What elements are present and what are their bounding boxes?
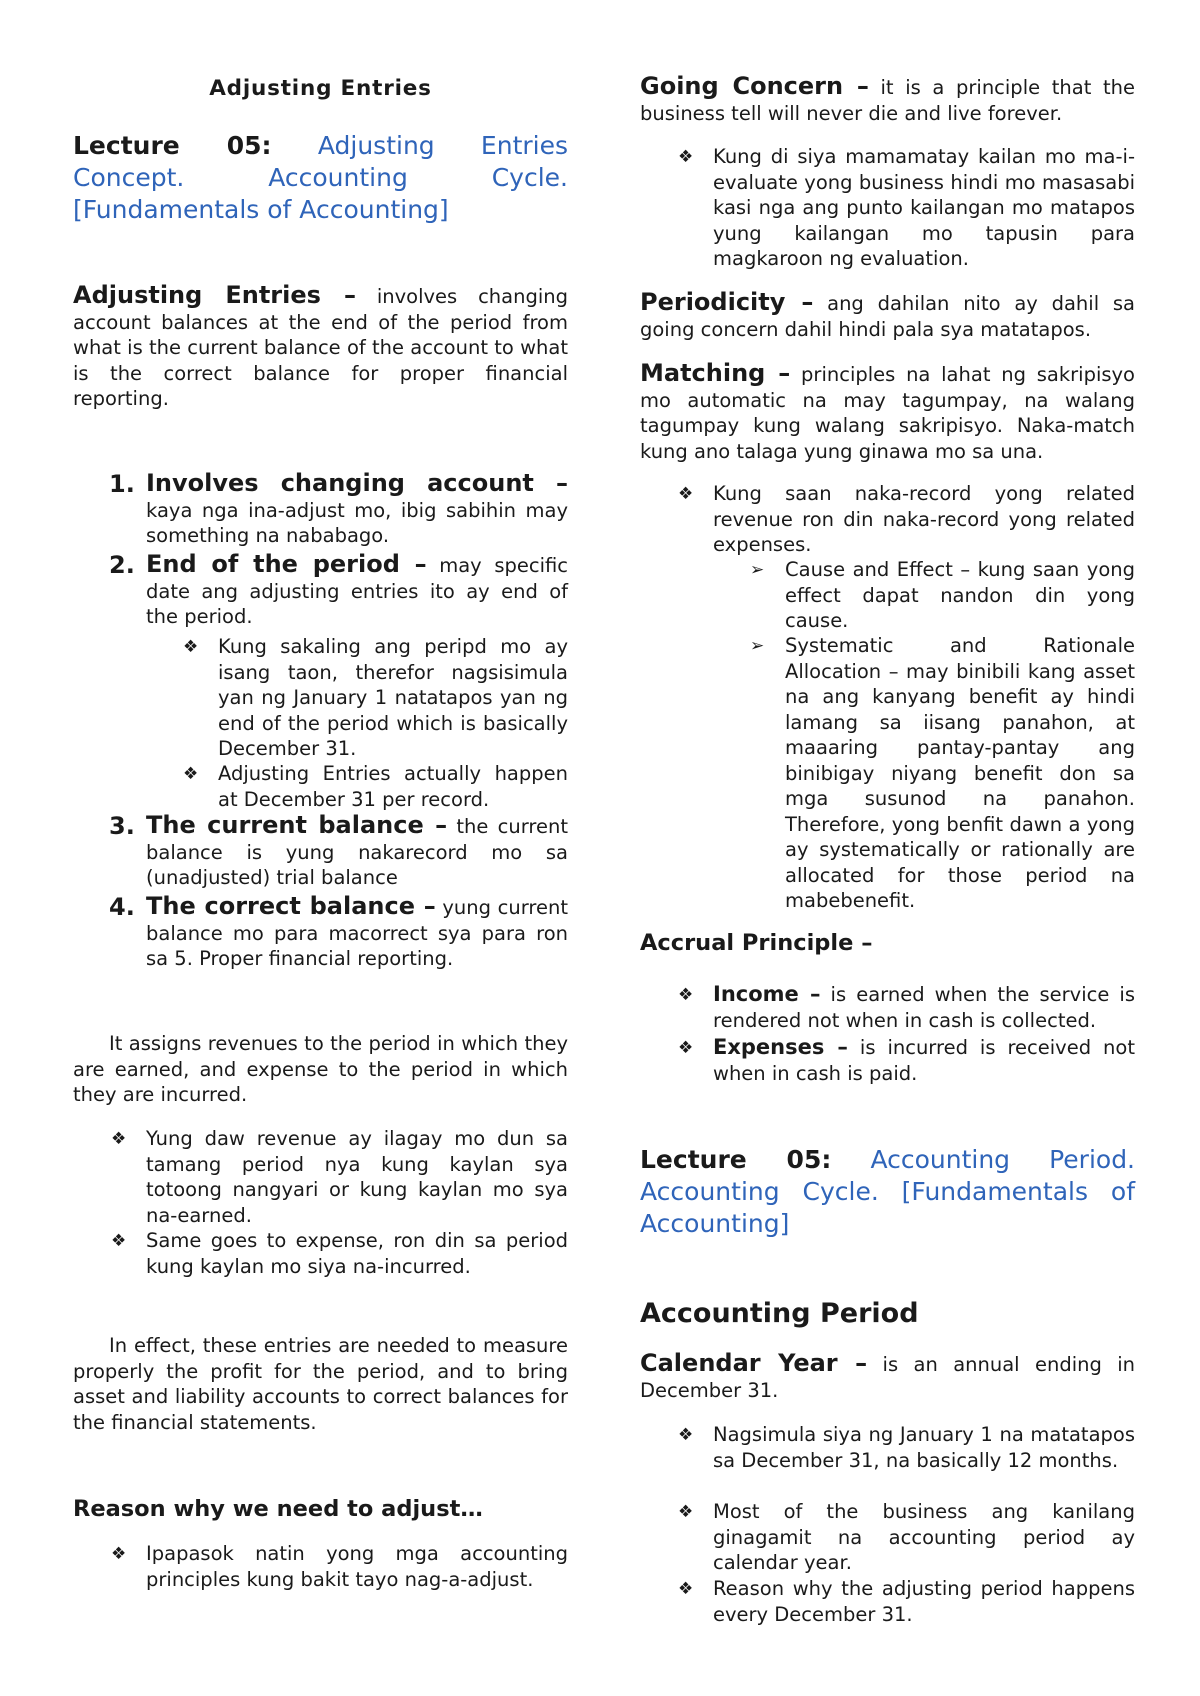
diamond-bullet-icon: ❖	[111, 1231, 127, 1251]
numbered-marker: 4.	[109, 893, 135, 921]
diamond-bullet-icon: ❖	[678, 985, 694, 1005]
accrual-text: is earned when the service is rendered not when in cash is collected.	[713, 983, 1136, 1032]
diamond-bullet-icon: ❖	[678, 484, 694, 504]
diamond-bullet-icon: ❖	[111, 1544, 127, 1564]
matching-term: Matching –	[640, 359, 791, 387]
diamond-bullet-icon: ❖	[678, 147, 694, 167]
numbered-term: End of the period –	[146, 550, 427, 578]
accrual-text: is incurred is received not when in cash is paid.	[713, 1036, 1135, 1085]
diamond-bullet-icon: ❖	[678, 1502, 694, 1522]
bullet-text: Same goes to expense, ron din sa period kung kaylan mo siya na-incurred.	[146, 1229, 568, 1278]
calendar-term: Calendar Year –	[640, 1349, 868, 1377]
reason-heading: Reason why we need to adjust…	[73, 1496, 483, 1522]
diamond-bullet-icon: ❖	[678, 1579, 694, 1599]
diamond-bullet-icon: ❖	[183, 637, 199, 657]
periodicity-paragraph	[640, 290, 1135, 342]
numbered-text: may specific date ang adjusting entries ito ay end of the period.	[146, 554, 568, 628]
going-concern-text: it is a principle that the business tell will never die and live forever.	[640, 76, 1135, 125]
sub-bullet-text: Kung sakaling ang peripd mo ay isang taon, therefor nagsisimula yan ng January 1 natatapos yan ng end of the period which is basically December 31.	[218, 635, 568, 760]
bullet-text: Yung daw revenue ay ilagay mo dun sa tamang period nya kung kaylan sya totoong nangyari or kung kaylan mo sya na-earned.	[146, 1127, 568, 1227]
lecture-reference	[640, 1144, 1135, 1240]
sub-bullet-text: Systematic and Rationale Allocation – may binibili kang asset na ang kanyang benefit ay hindi lamang sa iisang panahon, at maaaring pantay-pantay ang binibigay niyang benefit don sa mga susunod na panahon. Therefore, yong benfit dawn a yong ay systematically or rationally are allocated for those period na mabebenefit.	[785, 634, 1135, 912]
definition-term: Adjusting Entries –	[73, 281, 356, 309]
going-concern-term: Going Concern –	[640, 72, 869, 100]
lecture-link[interactable]: Accounting Period. Accounting Cycle. [Fundamentals of Accounting]	[640, 1145, 1136, 1238]
lecture-label: Lecture 05:	[640, 1145, 832, 1174]
sub-bullet-text: Adjusting Entries actually happen at December 31 per record.	[218, 762, 568, 811]
diamond-bullet-icon: ❖	[678, 1425, 694, 1445]
accrual-item	[713, 1035, 1135, 1086]
arrow-bullet-icon: ➢	[750, 636, 765, 656]
numbered-term: Involves changing account –	[146, 469, 568, 497]
accrual-heading: Accrual Principle –	[640, 930, 873, 956]
numbered-marker: 2.	[109, 551, 135, 579]
numbered-item	[146, 471, 568, 549]
numbered-term: The current balance –	[146, 811, 448, 839]
lecture-reference	[73, 130, 568, 226]
sub-bullet-text: Cause and Effect – kung saan yong effect dapat nandon din yong cause.	[785, 558, 1135, 632]
calendar-year-paragraph	[640, 1351, 1135, 1403]
definition-paragraph	[73, 283, 568, 412]
numbered-text: yung current balance mo para macorrect sya para ron sa 5. Proper financial reporting.	[146, 896, 568, 970]
diamond-bullet-icon: ❖	[111, 1129, 127, 1149]
going-concern-paragraph	[640, 74, 1135, 126]
accrual-term: Income –	[713, 982, 821, 1006]
lecture-label: Lecture 05:	[73, 131, 272, 160]
matching-paragraph	[640, 361, 1135, 464]
assigns-paragraph: It assigns revenues to the period in which they are earned, and expense to the period in which they are incurred.	[73, 1032, 568, 1106]
numbered-term: The correct balance –	[146, 892, 436, 920]
diamond-bullet-icon: ❖	[183, 764, 199, 784]
numbered-item	[146, 813, 568, 891]
periodicity-term: Periodicity –	[640, 288, 814, 316]
bullet-text: Reason why the adjusting period happens every December 31.	[713, 1577, 1135, 1626]
periodicity-text: ang dahilan nito ay dahil sa going concern dahil hindi pala sya matatapos.	[640, 292, 1136, 341]
bullet-text: Most of the business ang kanilang ginagamit na accounting period ay calendar year.	[713, 1500, 1135, 1574]
numbered-item	[146, 894, 568, 972]
numbered-text: the current balance is yung nakarecord mo sa (unadjusted) trial balance	[146, 815, 568, 889]
bullet-text: Kung saan naka-record yong related revenue ron din naka-record yong related expenses.	[713, 482, 1135, 556]
definition-text: involves changing account balances at the end of the period from what is the current balance of the account to what is the correct balance for proper financial reporting.	[73, 285, 568, 410]
bullet-text: Nagsimula siya ng January 1 na matatapos sa December 31, na basically 12 months.	[713, 1423, 1135, 1472]
numbered-marker: 3.	[109, 812, 135, 840]
numbered-text: kaya nga ina-adjust mo, ibig sabihin may something na nababago.	[146, 498, 568, 547]
accounting-period-heading: Accounting Period	[640, 1298, 919, 1329]
document-title: Adjusting Entries	[209, 76, 432, 101]
accrual-item	[713, 982, 1135, 1033]
diamond-bullet-icon: ❖	[678, 1038, 694, 1058]
bullet-text: Kung di siya mamamatay kailan mo ma-i-evaluate yong business hindi mo masasabi kasi nga ang punto kailangan mo matapos yung kailangan mo tapusin para magkaroon ng evaluation.	[713, 145, 1135, 270]
numbered-marker: 1.	[109, 470, 135, 498]
lecture-link[interactable]: Adjusting Entries Concept. Accounting Cycle. [Fundamentals of Accounting]	[73, 131, 568, 224]
in-effect-paragraph: In effect, these entries are needed to measure properly the profit for the period, and to bring asset and liability accounts to correct balances for the financial statements.	[73, 1334, 568, 1434]
accrual-term: Expenses –	[713, 1035, 848, 1059]
numbered-item	[146, 552, 568, 630]
matching-text: principles na lahat ng sakripisyo mo automatic na may tagumpay, na walang tagumpay kung walang sakripisyo. Naka-match kung ano talaga yung ginawa mo sa una.	[640, 363, 1135, 463]
bullet-text: Ipapasok natin yong mga accounting principles kung bakit tayo nag-a-adjust.	[146, 1542, 568, 1591]
calendar-text: is an annual ending in December 31.	[640, 1353, 1136, 1402]
arrow-bullet-icon: ➢	[750, 560, 765, 580]
